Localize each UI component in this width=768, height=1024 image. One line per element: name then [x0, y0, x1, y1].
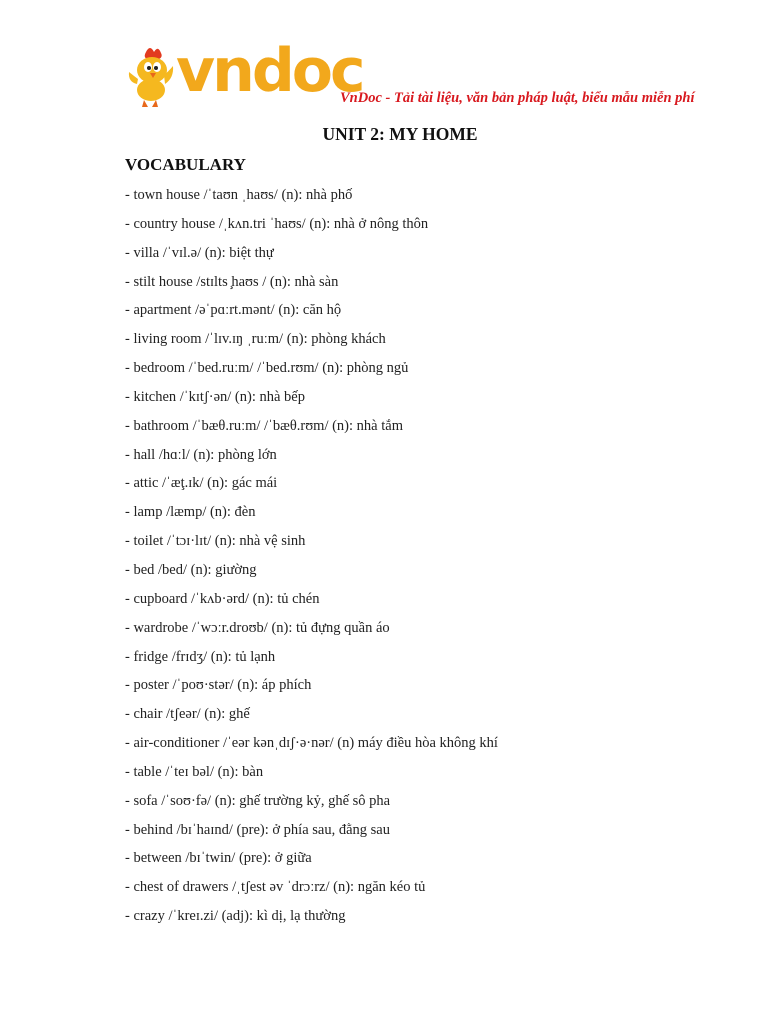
header-tagline: VnDoc - Tải tài liệu, văn bản pháp luật, biểu mẫu miễn phí: [340, 90, 695, 106]
list-item: - chest of drawers /ˌtʃest əv ˈdrɔːrz/ (n): ngăn kéo tủ: [125, 879, 426, 896]
list-item: - poster /ˈpoʊ·stər/ (n): áp phích: [125, 677, 312, 694]
chicken-mascot-icon: [126, 46, 178, 108]
vndoc-logo[interactable]: vndoc: [176, 36, 363, 106]
list-item: - air-conditioner /ˈeər kənˌdɪʃ·ə·nər/ (n) máy điều hòa không khí: [125, 735, 498, 752]
list-item: - kitchen /ˈkɪtʃ·ən/ (n): nhà bếp: [125, 388, 305, 405]
list-item: - sofa /ˈsoʊ·fə/ (n): ghế trường kỷ, ghế sô pha: [125, 792, 391, 809]
list-item: - bedroom /ˈbed.ruːm/ /ˈbed.rʊm/ (n): phòng ngủ: [125, 360, 409, 377]
list-item: - villa /ˈvɪl.ə/ (n): biệt thự: [125, 244, 274, 261]
list-item: - between /bɪˈtwin/ (pre): ở giữa: [125, 850, 312, 867]
list-item: - table /ˈteɪ bəl/ (n): bàn: [125, 763, 264, 780]
page-title: UNIT 2: MY HOME: [322, 124, 478, 144]
list-item: - behind /bɪˈhaɪnd/ (pre): ở phía sau, đằng sau: [125, 821, 390, 838]
list-item: - chair /tʃeər/ (n): ghế: [125, 706, 250, 723]
vocabulary-list: [125, 183, 498, 933]
list-item: - fridge /frɪdʒ/ (n): tủ lạnh: [125, 648, 276, 665]
list-item: - living room /ˈlɪv.ɪŋ ˌruːm/ (n): phòng khách: [125, 331, 386, 348]
list-item: - lamp /læmp/ (n): đèn: [125, 504, 256, 521]
list-item: - stilt house /stɪlts ̧haʊs / (n): nhà sàn: [125, 273, 339, 290]
list-item: - crazy /ˈkreɪ.zi/ (adj): kì dị, lạ thường: [125, 908, 346, 925]
list-item: - country house /ˌkʌn.tri ˈhaʊs/ (n): nhà ở nông thôn: [125, 215, 429, 232]
section-heading: VOCABULARY: [125, 155, 246, 174]
list-item: - apartment /əˈpɑːrt.mənt/ (n): căn hộ: [125, 302, 342, 319]
list-item: - bathroom /ˈbæθ.ruːm/ /ˈbæθ.rʊm/ (n): nhà tắm: [125, 417, 403, 434]
list-item: - hall /hɑːl/ (n): phòng lớn: [125, 446, 277, 463]
list-item: - attic /ˈæţ.ɪk/ (n): gác mái: [125, 475, 278, 492]
page-header: [126, 36, 726, 114]
list-item: - bed /bed/ (n): giường: [125, 561, 257, 578]
list-item: - toilet /ˈtɔɪ·lɪt/ (n): nhà vệ sinh: [125, 533, 306, 550]
list-item: - wardrobe /ˈwɔːr.droʊb/ (n): tủ đựng quần áo: [125, 619, 390, 636]
list-item: - cupboard /ˈkʌb·ərd/ (n): tủ chén: [125, 590, 320, 607]
list-item: - town house /ˈtaʊn ˌhaʊs/ (n): nhà phố: [125, 187, 353, 203]
